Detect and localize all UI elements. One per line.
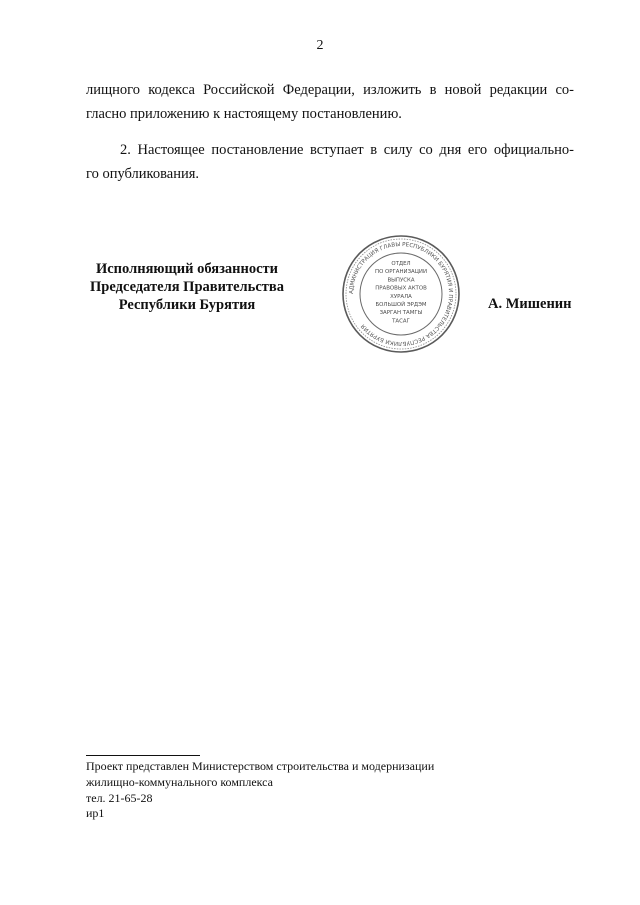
paragraph-2-line-1: 2. Настоящее постановление вступает в силу со дня его официально- (120, 142, 574, 158)
signatory-title-line-2: Председателя Правительства (90, 279, 284, 295)
footnote-divider (86, 755, 200, 756)
signatory-name: А. Мишенин (488, 296, 572, 312)
page-number: 2 (316, 38, 324, 53)
footnote-line-2: жилищно-коммунального комплекса (86, 775, 273, 789)
footnote-line-1: Проект представлен Министерством строительства и модернизации (86, 759, 435, 773)
seal-center-line: ХУРАЛА (390, 293, 412, 300)
seal-center-line: ОТДЕЛ (391, 261, 411, 267)
executor-initials: ир1 (86, 806, 105, 820)
signatory-title (82, 260, 292, 314)
signatory-title-line-3: Республики Бурятия (118, 297, 256, 313)
seal-center-line: БОЛЬШОЙ ЭРДЭМ (375, 302, 427, 308)
seal-center-line: ЗАРГАН ТАМГЫ (379, 310, 423, 317)
seal-center-line: ПРАВОВЫХ АКТОВ (375, 285, 427, 292)
paragraph-2-line-2: го опубликования. (86, 166, 200, 182)
seal-center-line: ТАСАГ (392, 318, 410, 325)
footnote-phone: тел. 21-65-28 (86, 791, 153, 805)
paragraph-1-line-1: лищного кодекса Российской Федерации, изложить в новой редакции со- (86, 82, 574, 98)
footnote (86, 758, 434, 806)
round-official-seal-icon (340, 233, 462, 355)
signatory-title-line-1: Исполняющий обязанности (95, 261, 279, 277)
body-paragraph-1 (86, 78, 574, 126)
seal-center-line: ПО ОРГАНИЗАЦИИ (375, 269, 427, 276)
body-paragraph-2 (86, 138, 574, 186)
seal-ring-text: АДМИНИСТРАЦИЯ ГЛАВЫ РЕСПУБЛИКИ БУРЯТИЯ И ПРАВИТЕЛЬСТВА РЕСПУБЛИКИ БУРЯТИЯ (348, 241, 454, 347)
paragraph-1-line-2: гласно приложению к настоящему постановлению. (86, 106, 402, 122)
seal-center-line: ВЫПУСКА (387, 277, 415, 284)
